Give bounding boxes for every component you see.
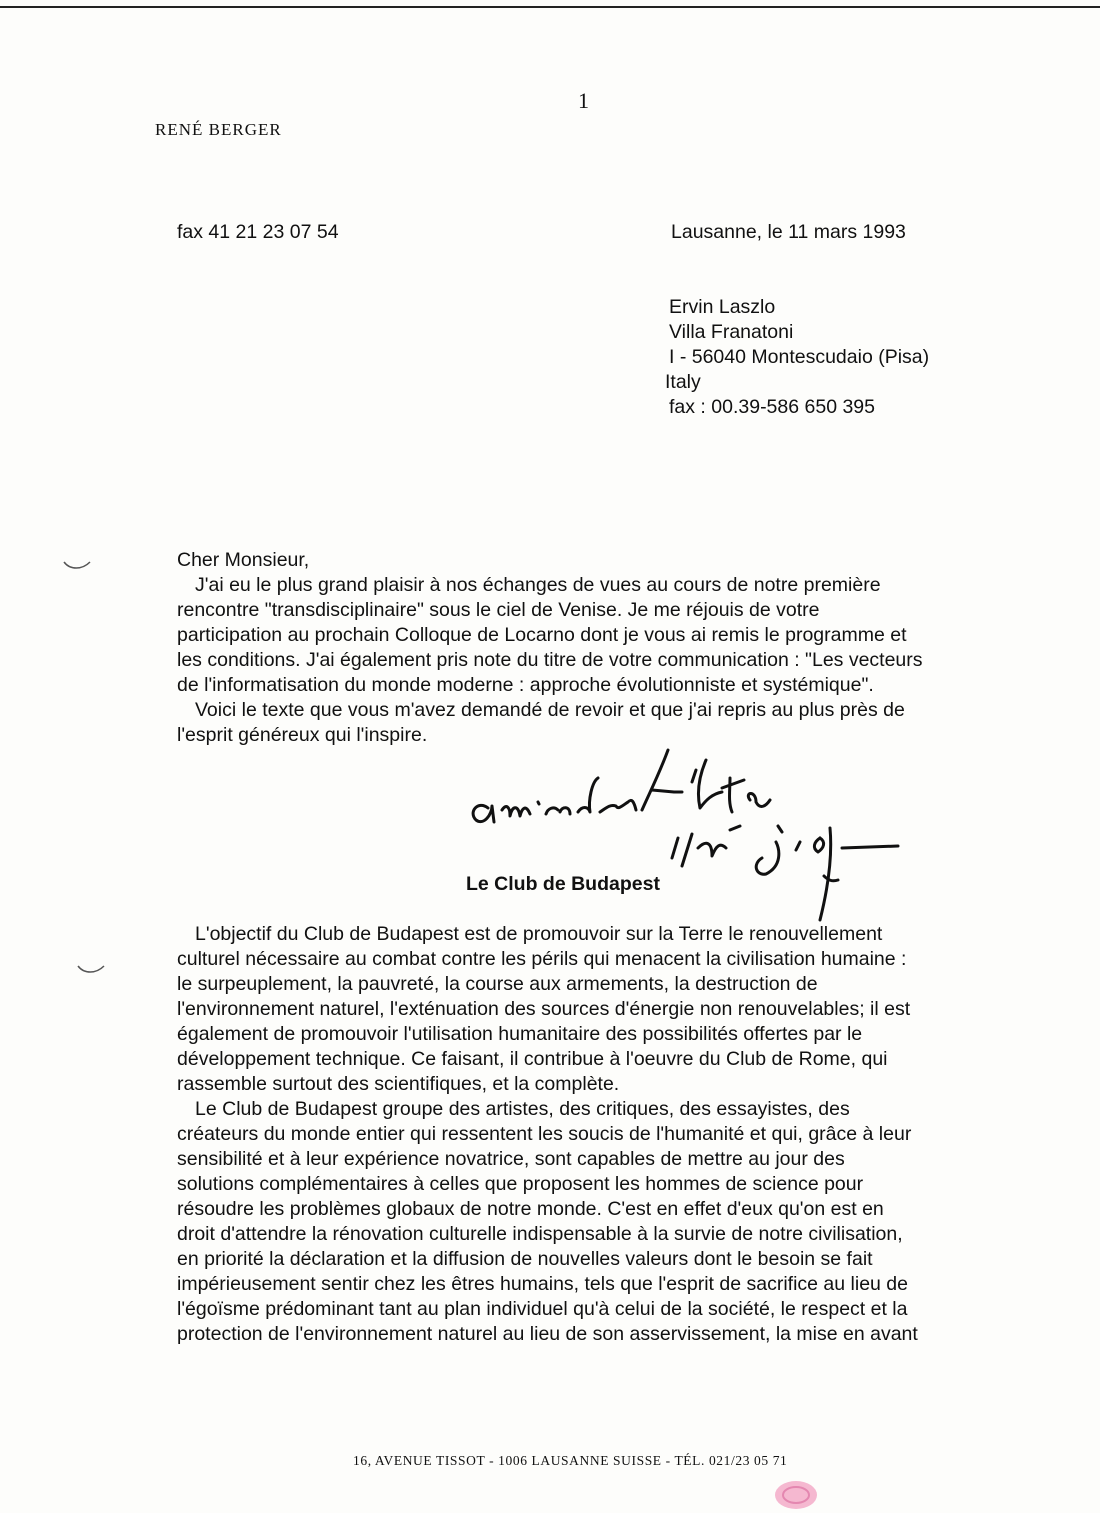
section-line: droit d'attendre la rénovation culturelle indispensable à la survie de notre civilisation, bbox=[177, 1223, 903, 1245]
section-line: développement technique. Ce faisant, il contribue à l'oeuvre du Club de Rome, qui bbox=[177, 1048, 888, 1070]
letter-line: l'esprit généreux qui l'inspire. bbox=[177, 724, 428, 746]
letter-body bbox=[177, 548, 923, 748]
section-line: L'objectif du Club de Budapest est de promouvoir sur la Terre le renouvellement bbox=[195, 923, 883, 945]
page-number: 1 bbox=[578, 88, 589, 113]
letter-line: de l'informatisation du monde moderne : approche évolutionniste et systémique". bbox=[177, 674, 874, 696]
recipient-city: I - 56040 Montescudaio (Pisa) bbox=[669, 346, 930, 368]
handwritten-signature bbox=[460, 730, 920, 930]
section-body bbox=[177, 922, 918, 1347]
section-line: impérieusement sentir chez les êtres humains, tels que l'esprit de sacrifice au lieu de bbox=[177, 1273, 908, 1295]
section-line: protection de l'environnement naturel au lieu de son asservissement, la mise en avant bbox=[177, 1323, 918, 1345]
letter-line: Voici le texte que vous m'avez demandé de revoir et que j'ai repris au plus près de bbox=[195, 699, 905, 721]
letterhead-sender: RENÉ BERGER bbox=[155, 120, 282, 139]
salutation: Cher Monsieur, bbox=[177, 549, 310, 571]
letter-line: les conditions. J'ai également pris note du titre de votre communication : "Les vecteurs bbox=[177, 649, 923, 671]
section-line: également de promouvoir l'utilisation humanitaire des possibilités offertes par le bbox=[177, 1023, 863, 1045]
section-line: l'environnement naturel, l'exténuation des sources d'énergie non renouvelables; il est bbox=[177, 998, 911, 1020]
section-line: solutions complémentaires à celles que proposent les hommes de science pour bbox=[177, 1173, 864, 1195]
section-line: culturel nécessaire au combat contre les périls qui menacent la civilisation humaine : bbox=[177, 948, 907, 970]
letter-line: J'ai eu le plus grand plaisir à nos échanges de vues au cours de notre première bbox=[195, 574, 881, 596]
recipient-fax: fax : 00.39-586 650 395 bbox=[669, 396, 875, 418]
recipient-street: Villa Franatoni bbox=[669, 321, 794, 343]
section-line: Le Club de Budapest groupe des artistes, des critiques, des essayistes, des bbox=[195, 1098, 850, 1120]
footer-address: 16, AVENUE TISSOT - 1006 LAUSANNE SUISSE - TÉL. 021/23 05 71 bbox=[353, 1453, 788, 1468]
section-line: résoudre les problèmes globaux de notre monde. C'est en effet d'eux qu'on est en bbox=[177, 1198, 884, 1220]
section-line: l'égoïsme prédominant tant au plan individuel qu'à celui de la société, le respect et la bbox=[177, 1298, 908, 1320]
recipient-country: Italy bbox=[665, 371, 701, 393]
letter-line: rencontre "transdisciplinaire" sous le ciel de Venise. Je me réjouis de votre bbox=[177, 599, 820, 621]
section-line: créateurs du monde entier qui ressentent les soucis de l'humanité et qui, grâce à leur bbox=[177, 1123, 912, 1145]
section-line: sensibilité et à leur expérience novatrice, sont capables de mettre au jour des bbox=[177, 1148, 845, 1170]
letter-line: participation au prochain Colloque de Locarno dont je vous ai remis le programme et bbox=[177, 624, 907, 646]
section-line: le surpeuplement, la pauvreté, la course aux armements, la destruction de bbox=[177, 973, 818, 995]
section-line: rassemble surtout des scientifiques, et la complète. bbox=[177, 1073, 620, 1095]
recipient-name: Ervin Laszlo bbox=[669, 296, 776, 318]
sender-fax: fax 41 21 23 07 54 bbox=[177, 221, 339, 243]
recipient-address bbox=[665, 295, 929, 420]
punch-hole-mark bbox=[76, 962, 106, 976]
pink-ink-stamp bbox=[772, 1478, 820, 1512]
letter-date: Lausanne, le 11 mars 1993 bbox=[671, 221, 906, 243]
section-line: en priorité la déclaration et la diffusion de nouvelles valeurs dont le besoin se fait bbox=[177, 1248, 873, 1270]
punch-hole-mark bbox=[62, 558, 92, 572]
top-rule bbox=[0, 6, 1100, 8]
section-title: Le Club de Budapest bbox=[466, 873, 660, 895]
